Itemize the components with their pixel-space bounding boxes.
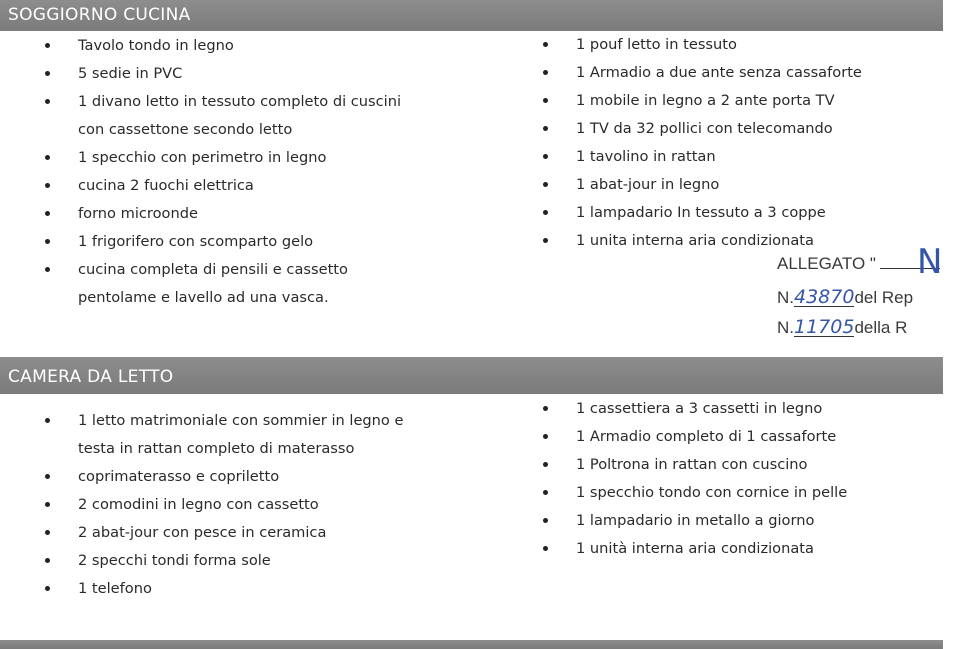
list-item-text: 1 Armadio completo di 1 cassaforte	[576, 428, 837, 445]
list-item-text: 1 TV da 32 pollici con telecomando	[576, 120, 833, 137]
list-item-text: 1 Poltrona in rattan con cuscino	[576, 456, 808, 473]
list-item-text: 1 abat-jour in legno	[576, 176, 720, 193]
list-item	[42, 256, 401, 312]
section-title: CAMERA DA LETTO	[8, 367, 174, 387]
stamp-label: ALLEGATO "	[777, 254, 876, 273]
list-item	[42, 144, 401, 172]
list-item	[42, 463, 403, 491]
list-item	[540, 31, 862, 59]
section-header-kitchen	[0, 0, 943, 31]
list-item-continuation: pentolame e lavello ad una vasca.	[78, 289, 329, 306]
list-item	[42, 88, 401, 144]
list-item-text: 1 divano letto in tessuto completo di cuscini	[78, 93, 402, 110]
list-item	[540, 171, 862, 199]
list-item	[540, 115, 862, 143]
list-item	[540, 479, 847, 507]
list-item-text: 1 unita interna aria condizionata	[576, 232, 814, 249]
list-item-text: Tavolo tondo in legno	[78, 37, 234, 54]
section-header-next	[0, 640, 943, 649]
list-item	[540, 143, 862, 171]
kitchen-list-right	[540, 31, 862, 255]
allegato-stamp	[777, 242, 953, 347]
list-item-text: 2 abat-jour con pesce in ceramica	[78, 524, 327, 541]
stamp-n-prefix: N.	[777, 318, 794, 337]
list-item	[540, 395, 847, 423]
list-item-text: 5 sedie in PVC	[78, 65, 183, 82]
list-item-text: 1 telefono	[78, 580, 152, 597]
list-item-text: 1 lampadario In tessuto a 3 coppe	[576, 204, 826, 221]
section-title: SOGGIORNO CUCINA	[8, 5, 191, 25]
list-item-text: 1 specchio con perimetro in legno	[78, 149, 327, 166]
list-item	[540, 423, 847, 451]
list-item	[540, 507, 847, 535]
list-item-text: 1 tavolino in rattan	[576, 148, 716, 165]
stamp-handwritten-number: 43870	[794, 286, 855, 308]
list-item	[540, 199, 862, 227]
list-item-text: 2 specchi tondi forma sole	[78, 552, 271, 569]
list-item	[540, 451, 847, 479]
list-item-text: 1 pouf letto in tessuto	[576, 36, 737, 53]
list-item	[42, 519, 403, 547]
list-item-text: 2 comodini in legno con cassetto	[78, 496, 319, 513]
list-item	[42, 491, 403, 519]
list-item-text: 1 specchio tondo con cornice in pelle	[576, 484, 848, 501]
list-item-text: cucina completa di pensili e cassetto	[78, 261, 348, 278]
bedroom-list-right	[540, 395, 847, 563]
stamp-suffix: del Rep	[854, 288, 914, 307]
list-item	[42, 32, 401, 60]
list-item-text: coprimaterasso e copriletto	[78, 468, 280, 485]
list-item	[42, 228, 401, 256]
bedroom-list-left	[42, 407, 403, 603]
list-item-text: 1 Armadio a due ante senza cassaforte	[576, 64, 862, 81]
stamp-suffix: della R	[854, 318, 908, 337]
list-item	[42, 407, 403, 463]
list-item	[42, 547, 403, 575]
list-item-continuation: testa in rattan completo di materasso	[78, 440, 355, 457]
list-item-text: cucina 2 fuochi elettrica	[78, 177, 254, 194]
list-item	[540, 59, 862, 87]
list-item	[42, 575, 403, 603]
list-item-text: 1 letto matrimoniale con sommier in legno e	[78, 412, 404, 429]
list-item	[42, 60, 401, 88]
section-header-bedroom	[0, 357, 943, 394]
list-item-text: 1 cassettiera a 3 cassetti in legno	[576, 400, 823, 417]
list-item-continuation: con cassettone secondo letto	[78, 121, 293, 138]
list-item-text: 1 unità interna aria condizionata	[576, 540, 814, 557]
stamp-n-prefix: N.	[777, 288, 794, 307]
list-item-text: forno microonde	[78, 205, 198, 222]
list-item	[540, 87, 862, 115]
list-item-text: 1 mobile in legno a 2 ante porta TV	[576, 92, 835, 109]
list-item-text: 1 frigorifero con scomparto gelo	[78, 233, 314, 250]
list-item	[540, 535, 847, 563]
list-item-text: 1 lampadario in metallo a giorno	[576, 512, 815, 529]
list-item	[42, 172, 401, 200]
list-item	[42, 200, 401, 228]
kitchen-list-left	[42, 32, 401, 312]
stamp-handwritten-letter: N	[917, 242, 943, 282]
stamp-handwritten-number: 11705	[794, 316, 855, 338]
